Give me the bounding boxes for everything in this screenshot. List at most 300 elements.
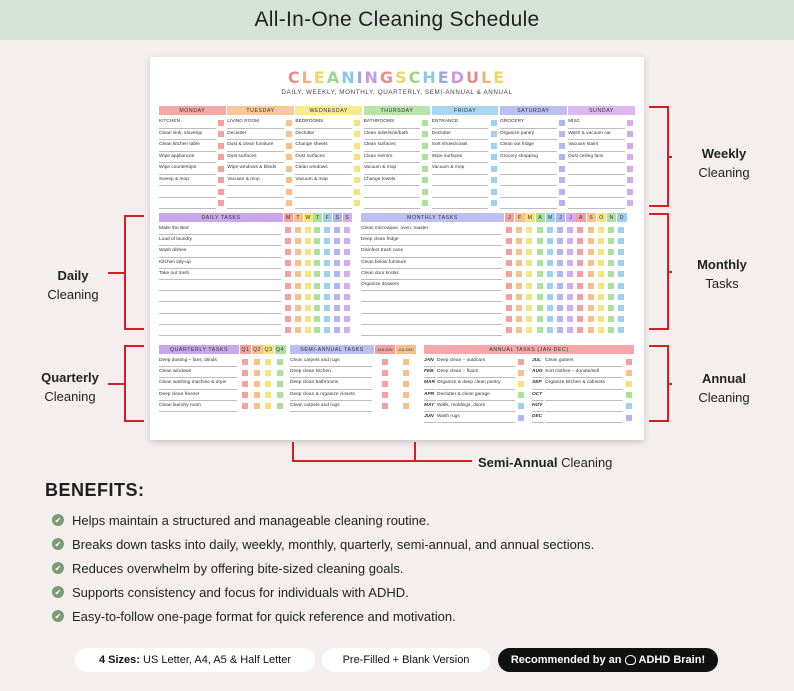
checkbox <box>295 271 301 277</box>
checkbox <box>491 166 497 172</box>
quarter-label: Q4 <box>275 346 285 353</box>
checkbox <box>305 294 311 300</box>
checkbox <box>218 143 224 149</box>
checkbox <box>537 227 543 233</box>
benefit-text: Supports consistency and focus for individuals with ADHD. <box>72 584 409 600</box>
sheet-subtitle: DAILY, WEEKLY, MONTHLY, QUARTERLY, SEMI-ANNUAL & ANNUAL <box>281 89 513 96</box>
checkbox <box>382 359 388 365</box>
bracket <box>292 442 416 462</box>
checkbox <box>526 327 532 333</box>
quarterly-task: Clean laundry room <box>159 401 237 412</box>
sizes-text: US Letter, A4, A5 & Half Letter <box>143 654 291 666</box>
checkbox <box>334 294 340 300</box>
checkbox <box>354 131 360 137</box>
benefit-item <box>52 556 772 580</box>
checkbox <box>344 327 350 333</box>
recommended-pill <box>498 648 718 672</box>
annual-task: Declutter & clean garage <box>437 390 515 401</box>
checkbox <box>324 316 330 322</box>
checkbox <box>626 359 632 365</box>
bracket <box>124 215 144 330</box>
checkbox <box>608 327 614 333</box>
checkbox <box>491 177 497 183</box>
benefits-title: BENEFITS: <box>45 480 145 500</box>
checkbox <box>265 392 271 398</box>
checkbox <box>254 392 260 398</box>
weekly-task: Wipe surfaces <box>432 152 489 164</box>
monthly-task: Deep clean fridge <box>361 235 502 246</box>
checkbox <box>334 238 340 244</box>
annotation-text: Cleaning <box>698 165 750 180</box>
checkbox <box>295 305 301 311</box>
checkbox <box>516 305 522 311</box>
month-letter: M <box>525 213 534 222</box>
checkbox <box>618 305 624 311</box>
checkbox <box>598 305 604 311</box>
weekly-task <box>500 163 557 175</box>
title-letter: N <box>341 68 357 87</box>
checkbox <box>557 305 563 311</box>
month-letter: N <box>607 213 616 222</box>
checkbox <box>324 294 330 300</box>
annual-month: SEP <box>532 378 544 389</box>
annual-month: OCT <box>532 390 544 401</box>
weekly-task <box>500 175 557 187</box>
title-letter: I <box>356 68 365 87</box>
brain-icon <box>625 655 636 665</box>
checkbox <box>254 370 260 376</box>
checkbox <box>324 260 330 266</box>
checkbox <box>557 238 563 244</box>
weekday-header: MONDAY <box>159 106 226 115</box>
checkbox <box>285 283 291 289</box>
checkbox <box>285 227 291 233</box>
checkbox <box>627 166 633 172</box>
checkbox <box>242 359 248 365</box>
weekday-header: WEDNESDAY <box>295 106 362 115</box>
weekly-task: Sweep & mop <box>159 175 216 187</box>
checkbox <box>506 238 512 244</box>
month-letter: F <box>515 213 524 222</box>
checkbox <box>567 238 573 244</box>
checkbox <box>557 271 563 277</box>
row-line <box>227 197 284 198</box>
quarterly-header: QUARTERLY TASKS <box>159 345 239 354</box>
checkbox <box>506 227 512 233</box>
row-line <box>432 197 489 198</box>
checkbox <box>598 294 604 300</box>
bracket-tick <box>669 271 672 273</box>
semi-annual-task: Clean carpets and rugs <box>290 356 372 367</box>
month-letter: D <box>617 213 626 222</box>
monthly-task: Clean door knobs <box>361 269 502 280</box>
annual-month: FEB <box>424 367 436 378</box>
checkbox <box>526 238 532 244</box>
checkbox <box>334 316 340 322</box>
row-line <box>568 208 625 209</box>
daily-task <box>159 325 281 336</box>
checkbox <box>516 249 522 255</box>
semi-annual-task: Deep clean kitchen <box>290 367 372 378</box>
checkbox <box>626 403 632 409</box>
checkbox <box>422 177 428 183</box>
annotation-text: Cleaning <box>47 287 99 302</box>
checkbox <box>588 316 594 322</box>
version-pill: Pre-Filled + Blank Version <box>322 648 490 672</box>
benefit-text: Helps maintain a structured and manageable cleaning routine. <box>72 512 430 528</box>
checkbox <box>547 227 553 233</box>
semi-annual-task: Clean carpets and rugs <box>290 401 372 412</box>
weekly-task: KITCHEN <box>159 117 216 129</box>
checkbox <box>598 227 604 233</box>
title-letter: S <box>395 68 409 87</box>
checkbox <box>577 316 583 322</box>
weekly-task: ENTRANCE <box>432 117 489 129</box>
annual-task <box>545 401 623 412</box>
checkbox <box>588 260 594 266</box>
annual-task <box>545 390 623 401</box>
annual-month: MAR <box>424 378 436 389</box>
annotation-text: Cleaning <box>698 390 750 405</box>
checkbox <box>285 327 291 333</box>
weekly-task: Declutter <box>432 129 489 141</box>
checkbox <box>491 189 497 195</box>
weekday-header: FRIDAY <box>432 106 499 115</box>
checkbox <box>295 327 301 333</box>
checkbox <box>526 294 532 300</box>
monthly-task <box>361 302 502 313</box>
checkbox <box>547 327 553 333</box>
weekly-task <box>432 175 489 187</box>
checkbox <box>526 283 532 289</box>
annotation-text: Cleaning <box>44 389 96 404</box>
checkbox <box>608 238 614 244</box>
checkbox <box>314 294 320 300</box>
checkbox <box>314 316 320 322</box>
checkbox <box>598 271 604 277</box>
weekly-task: Vacuum stairs <box>568 140 625 152</box>
checkbox <box>403 381 409 387</box>
checkbox <box>285 294 291 300</box>
checkbox <box>567 227 573 233</box>
recommended-text-2: ADHD Brain! <box>638 654 706 666</box>
checkbox <box>314 283 320 289</box>
annual-month: MAY <box>424 401 436 412</box>
checkbox <box>334 271 340 277</box>
checkbox <box>557 227 563 233</box>
checkbox <box>598 283 604 289</box>
checkbox <box>626 381 632 387</box>
checkbox <box>265 370 271 376</box>
checkbox <box>277 370 283 376</box>
annual-task: Organize kitchen & cabinets <box>545 378 623 389</box>
checkbox <box>588 305 594 311</box>
checkbox <box>627 200 633 206</box>
checkbox <box>506 249 512 255</box>
checkbox <box>618 294 624 300</box>
checkbox <box>627 154 633 160</box>
checkbox <box>295 260 301 266</box>
weekly-task: Clean kitchen table <box>159 140 216 152</box>
annual-month: JUN <box>424 412 436 423</box>
checkbox <box>557 249 563 255</box>
checkbox <box>491 154 497 160</box>
bracket <box>124 345 144 422</box>
weekday-header: SUNDAY <box>568 106 635 115</box>
checkbox <box>344 283 350 289</box>
checkbox <box>516 327 522 333</box>
row-line <box>159 197 216 198</box>
checkbox <box>285 260 291 266</box>
title-letter: D <box>450 68 466 87</box>
annual-header: ANNUAL TASKS (JAN-DEC) <box>424 345 634 354</box>
checkbox <box>588 327 594 333</box>
checkbox <box>516 271 522 277</box>
checkbox <box>618 260 624 266</box>
benefit-item <box>52 580 772 604</box>
daily-task <box>159 302 281 313</box>
checkbox <box>567 249 573 255</box>
checkbox <box>242 392 248 398</box>
checkbox <box>354 166 360 172</box>
checkbox <box>314 271 320 277</box>
checkbox <box>422 200 428 206</box>
checkbox <box>588 283 594 289</box>
checkbox <box>344 271 350 277</box>
weekly-task: Dust & clean furniture <box>227 140 284 152</box>
annotation-semi_annual <box>478 453 638 472</box>
checkbox <box>608 294 614 300</box>
checkbox <box>518 381 524 387</box>
month-letter: J <box>566 213 575 222</box>
checkbox <box>305 260 311 266</box>
weekly-task: LIVING ROOM <box>227 117 284 129</box>
check-icon: ✔ <box>52 562 64 574</box>
checkbox <box>547 260 553 266</box>
checkbox <box>334 327 340 333</box>
monthly-task: Organize drawers <box>361 280 502 291</box>
checkbox <box>537 305 543 311</box>
weekly-task: Clean out fridge <box>500 140 557 152</box>
checkbox <box>618 249 624 255</box>
check-icon: ✔ <box>52 610 64 622</box>
checkbox <box>608 249 614 255</box>
checkbox <box>588 227 594 233</box>
annual-task: Organize & deep clean pantry <box>437 378 515 389</box>
annotation-annual <box>684 369 764 407</box>
annual-month: NOV <box>532 401 544 412</box>
weekly-task: Grocery shopping <box>500 152 557 164</box>
checkbox <box>265 381 271 387</box>
checkbox <box>516 316 522 322</box>
bracket <box>649 106 669 207</box>
checkbox <box>344 249 350 255</box>
weekly-task <box>568 163 625 175</box>
checkbox <box>265 359 271 365</box>
checkbox <box>567 327 573 333</box>
checkbox <box>382 403 388 409</box>
checkbox <box>491 143 497 149</box>
checkbox <box>526 305 532 311</box>
checkbox <box>305 227 311 233</box>
day-letter: M <box>284 213 293 222</box>
checkbox <box>567 283 573 289</box>
daily-header: DAILY TASKS <box>159 213 283 222</box>
sheet-title <box>150 68 644 87</box>
checkbox <box>403 392 409 398</box>
checkbox <box>577 327 583 333</box>
checkbox <box>559 166 565 172</box>
day-letter: W <box>305 214 311 221</box>
benefit-item <box>52 604 772 628</box>
quarter-label: Q2 <box>252 346 262 353</box>
checkbox <box>334 249 340 255</box>
checkbox <box>324 283 330 289</box>
monthly-task <box>361 291 502 302</box>
weekday-header: SATURDAY <box>500 106 567 115</box>
monthly-task <box>361 325 502 336</box>
weekly-task <box>568 175 625 187</box>
weekly-task: Wash & vacuum car <box>568 129 625 141</box>
checkbox <box>577 249 583 255</box>
checkbox <box>422 120 428 126</box>
checkbox <box>314 227 320 233</box>
monthly-task: Clean below furniture <box>361 258 502 269</box>
checkbox <box>598 327 604 333</box>
checkbox <box>344 260 350 266</box>
annual-month: JAN <box>424 356 436 367</box>
row-line <box>159 208 216 209</box>
checkbox <box>626 415 632 421</box>
semi-annual-task: Deep clean bathrooms <box>290 378 372 389</box>
checkbox <box>626 392 632 398</box>
checkbox <box>547 238 553 244</box>
weekly-task: Vacuum & mop <box>227 175 284 187</box>
checkbox <box>567 271 573 277</box>
monthly-task <box>361 314 502 325</box>
checkbox <box>314 249 320 255</box>
weekly-task: Change towels <box>364 175 421 187</box>
bracket-tick <box>360 460 472 462</box>
schedule-sheet <box>150 57 644 440</box>
checkbox <box>422 143 428 149</box>
title-letter: H <box>422 68 438 87</box>
checkbox <box>526 271 532 277</box>
checkbox <box>286 154 292 160</box>
daily-task: Take out trash <box>159 269 281 280</box>
weekly-task: Organize pantry <box>500 129 557 141</box>
checkbox <box>547 294 553 300</box>
weekly-task: Dust surfaces <box>227 152 284 164</box>
checkbox <box>422 166 428 172</box>
checkbox <box>618 316 624 322</box>
checkbox <box>559 200 565 206</box>
checkbox <box>305 305 311 311</box>
checkbox <box>516 238 522 244</box>
checkbox <box>403 370 409 376</box>
checkbox <box>516 260 522 266</box>
monthly-task: Clean microwave, oven, toaster <box>361 224 502 235</box>
checkbox <box>567 316 573 322</box>
title-letter: C <box>287 68 302 87</box>
quarterly-task: Clean windows <box>159 367 237 378</box>
quarter-label: Q1 <box>241 346 250 353</box>
checkbox <box>537 283 543 289</box>
row-line <box>568 197 625 198</box>
checkbox <box>285 316 291 322</box>
checkbox <box>422 189 428 195</box>
day-letter: T <box>313 213 322 222</box>
title-letter: L <box>301 68 314 87</box>
check-icon: ✔ <box>52 538 64 550</box>
checkbox <box>537 238 543 244</box>
checkbox <box>559 143 565 149</box>
bracket <box>649 345 669 422</box>
checkbox <box>285 305 291 311</box>
row-line <box>295 197 352 198</box>
period-label: JAN-JUN <box>375 345 395 354</box>
checkbox <box>286 120 292 126</box>
check-icon: ✔ <box>52 586 64 598</box>
weekly-task: GROCERY <box>500 117 557 129</box>
title-letter: L <box>480 68 494 87</box>
checkbox <box>577 283 583 289</box>
checkbox <box>577 238 583 244</box>
checkbox <box>618 227 624 233</box>
checkbox <box>627 177 633 183</box>
checkbox <box>557 294 563 300</box>
checkbox <box>518 392 524 398</box>
checkbox <box>382 370 388 376</box>
annual-task: Wash rugs <box>437 412 515 423</box>
checkbox <box>506 294 512 300</box>
checkbox <box>557 260 563 266</box>
checkbox <box>305 238 311 244</box>
annotation-quarterly <box>28 368 112 406</box>
month-letter: M <box>546 213 555 222</box>
checkbox <box>627 131 633 137</box>
checkbox <box>324 238 330 244</box>
month-letter: S <box>587 213 596 222</box>
monthly-header: MONTHLY TASKS <box>361 213 504 222</box>
checkbox <box>286 189 292 195</box>
title-letter: A <box>326 68 342 87</box>
checkbox <box>344 227 350 233</box>
month-letter: A <box>576 213 585 222</box>
row-line <box>432 208 489 209</box>
weekly-task: Wipe windows & blinds <box>227 163 284 175</box>
annual-month: DEC <box>532 412 544 423</box>
checkbox <box>295 316 301 322</box>
benefit-item <box>52 532 772 556</box>
annotation-bold: Annual <box>701 371 747 386</box>
row-line <box>295 208 352 209</box>
checkbox <box>344 305 350 311</box>
daily-task: Load of laundry <box>159 235 281 246</box>
checkbox <box>547 283 553 289</box>
checkbox <box>324 327 330 333</box>
day-letter: T <box>294 213 303 222</box>
checkbox <box>305 249 311 255</box>
quarterly-task: Clean washing machine & dryer <box>159 378 237 389</box>
checkbox <box>403 359 409 365</box>
checkbox <box>354 120 360 126</box>
annual-task: Clean gutters <box>545 356 623 367</box>
checkbox <box>491 131 497 137</box>
weekly-task: Clean surfaces <box>364 140 421 152</box>
checkbox <box>324 227 330 233</box>
checkbox <box>598 316 604 322</box>
